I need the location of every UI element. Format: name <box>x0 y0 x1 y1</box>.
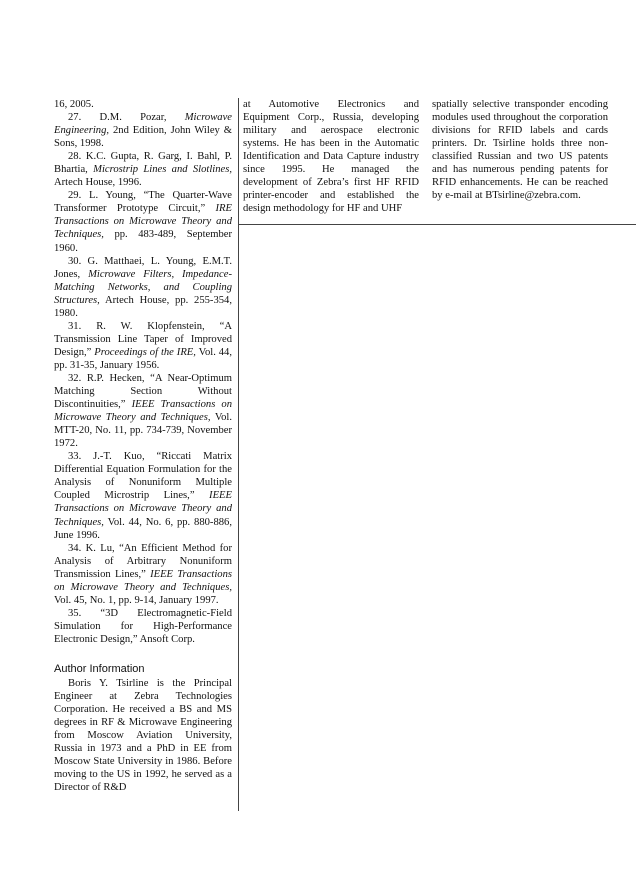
reference-text: IEEE Transactions on Microwave Theory and Techniques, <box>54 568 232 593</box>
reference-text: 33. J.-T. Kuo, “Riccati Matrix Differential Equation Formulation for the Analysis of Nonuniform Multiple Coupled Microstrip Lines,” <box>54 451 232 502</box>
author-bio-column-3 <box>432 98 608 202</box>
reference-ref-28 <box>54 150 232 189</box>
reference-text: IRE Transactions on Microwave Theory and Techniques, <box>54 203 232 241</box>
reference-text: 28. K.C. Gupta, R. Garg, I. Bahl, P. Bhartia, <box>54 151 232 176</box>
reference-text: Artech House, pp. 255-354, 1980. <box>54 294 232 319</box>
reference-ref-29 <box>54 189 232 254</box>
reference-text: Vol. 44, pp. 31-35, January 1956. <box>54 346 233 371</box>
author-bio-part-3: spatially selective transponder encoding modules used throughout the corporation divisions for RFID labels and cards printers. Dr. Tsirline holds three non-classified Russian and two US patents and has numerous pending patents for RFID enhancements. He can be reached by e-mail at BTsirline@zebra.com. <box>432 99 608 202</box>
reference-text: 32. R.P. Hecken, “A Near-Optimum Matching Section Without Discontinuities,” <box>54 372 232 411</box>
author-information-heading: Author Information <box>54 662 145 675</box>
author-bio-part-1: Boris Y. Tsirline is the Principal Engineer at Zebra Technologies Corporation. He received a BS and MS degrees in RF & Microwave Engineering from Moscow Aviation University, Russia in 1973 and a PhD in EE from Moscow State University in 1986. Before moving to the US in 1992, he served as a Director of R&D <box>54 677 232 794</box>
author-bio-column-2 <box>243 98 419 215</box>
reference-ref-33 <box>54 450 232 541</box>
author-bio-part-2: at Automotive Electronics and Equipment Corp., Russia, developing military and aerospace electronic systems. He has been in the Automatic Identification and Data Capture industry since 1995. He managed the development of Zebra’s first HF RFID printer-encoder and established the design methodology for HF and UHF <box>243 99 419 215</box>
reference-ref-35 <box>54 607 232 646</box>
reference-text: 29. L. Young, “The Quarter-Wave Transformer Prototype Circuit,” <box>54 190 232 215</box>
reference-ref-31 <box>54 320 232 372</box>
reference-text: Vol. MTT-20, No. 11, pp. 734-739, November 1972. <box>54 412 232 450</box>
reference-text: Microwave Filters, Impedance-Matching Networks, and Coupling Structures, <box>54 268 232 306</box>
reference-text: Vol. 44, No. 6, pp. 880-886, June 1996. <box>54 516 232 541</box>
reference-ref-32 <box>54 372 232 450</box>
reference-ref-30 <box>54 255 232 320</box>
reference-text: pp. 483-489, September 1960. <box>54 229 232 254</box>
reference-text: 34. K. Lu, “An Efficient Method for Analysis of Arbitrary Nonuniform Transmission Lines,” <box>54 542 232 580</box>
reference-text: Microstrip Lines and Slotlines, <box>93 164 233 176</box>
reference-text: IEEE Transactions on Microwave Theory and Techniques, <box>54 490 232 528</box>
reference-ref-27 <box>54 111 232 150</box>
reference-ref-34 <box>54 542 232 607</box>
reference-ref-26-tail <box>54 98 232 111</box>
column-divider <box>238 98 239 811</box>
reference-text: 27. D.M. Pozar, <box>68 112 185 124</box>
reference-text: 30. G. Matthaei, L. Young, E.M.T. Jones, <box>54 255 232 280</box>
reference-list <box>54 98 232 646</box>
reference-text: Artech House, 1996. <box>54 177 142 189</box>
reference-text: 35. “3D Electromagnetic-Field Simulation for High-Performance Electronic Design,” Ansoft Corp. <box>54 607 232 645</box>
reference-text: IEEE Transactions on Microwave Theory and Techniques, <box>54 399 232 424</box>
reference-text: 16, 2005. <box>54 99 94 110</box>
references-column <box>54 98 232 794</box>
reference-text: 31. R. W. Klopfenstein, “A Transmission Line Taper of Improved Design,” <box>54 320 232 358</box>
reference-text: Microwave Engineering, <box>54 112 232 137</box>
reference-text: 2nd Edition, John Wiley & Sons, 1998. <box>54 125 232 150</box>
reference-text: Proceedings of the IRE, <box>94 346 196 358</box>
section-rule <box>238 224 636 225</box>
reference-text: Vol. 45, No. 1, pp. 9-14, January 1997. <box>54 594 219 606</box>
